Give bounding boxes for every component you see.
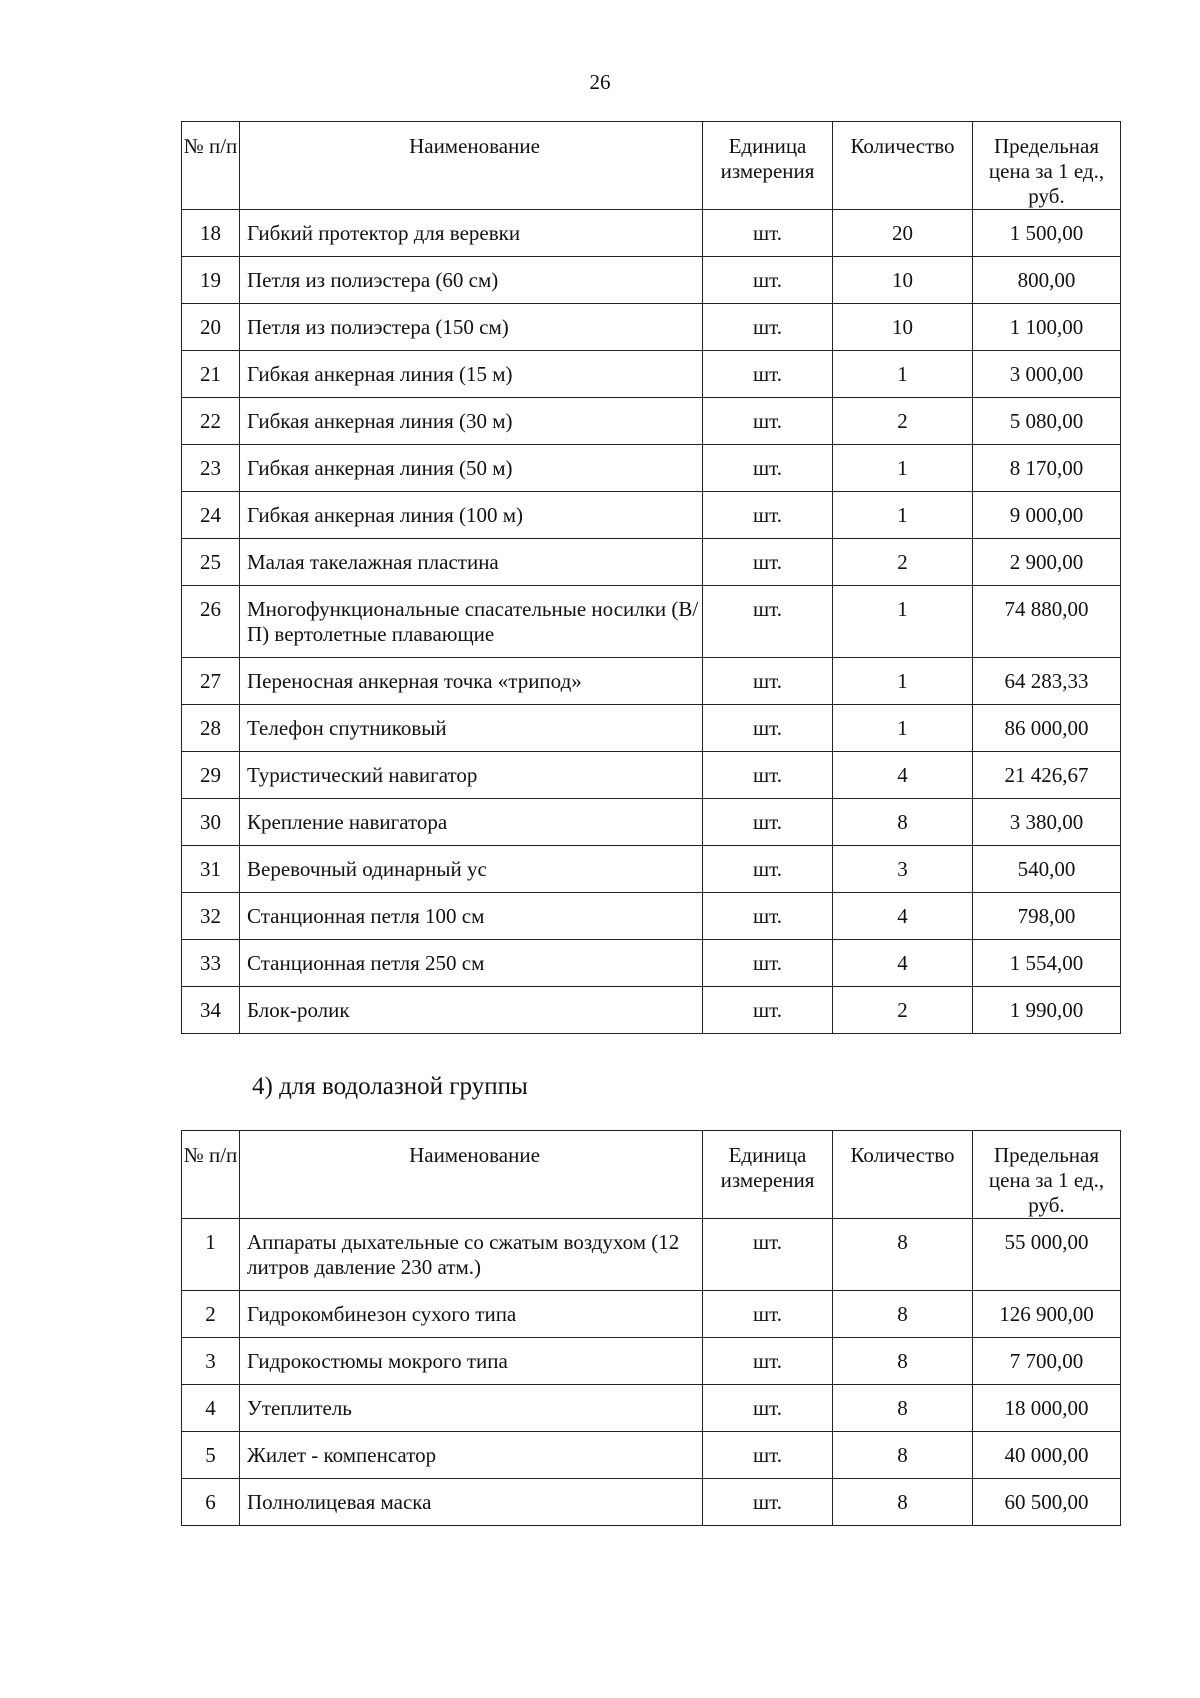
cell-price: 5 080,00 bbox=[973, 398, 1121, 445]
cell-qty: 4 bbox=[833, 752, 973, 799]
cell-num: 31 bbox=[182, 846, 240, 893]
section-heading: 4) для водолазной группы bbox=[252, 1073, 528, 1100]
cell-num: 29 bbox=[182, 752, 240, 799]
table-row bbox=[182, 940, 1121, 987]
table-row bbox=[182, 445, 1121, 492]
cell-num: 27 bbox=[182, 658, 240, 705]
cell-name: Блок-ролик bbox=[240, 987, 703, 1034]
cell-qty: 4 bbox=[833, 940, 973, 987]
header-unit: Единица измерения bbox=[703, 1131, 833, 1219]
cell-num: 26 bbox=[182, 586, 240, 658]
cell-qty: 1 bbox=[833, 492, 973, 539]
cell-num: 18 bbox=[182, 210, 240, 257]
cell-qty: 2 bbox=[833, 539, 973, 586]
cell-name: Петля из полиэстера (60 см) bbox=[240, 257, 703, 304]
table-row bbox=[182, 1479, 1121, 1526]
cell-name: Аппараты дыхательные со сжатым воздухом (12 литров давление 230 атм.) bbox=[240, 1219, 703, 1291]
cell-qty: 2 bbox=[833, 398, 973, 445]
cell-unit: шт. bbox=[703, 893, 833, 940]
cell-price: 1 100,00 bbox=[973, 304, 1121, 351]
cell-unit: шт. bbox=[703, 987, 833, 1034]
cell-price: 2 900,00 bbox=[973, 539, 1121, 586]
cell-unit: шт. bbox=[703, 940, 833, 987]
cell-qty: 8 bbox=[833, 1219, 973, 1291]
page-number: 26 bbox=[589, 70, 611, 94]
cell-num: 34 bbox=[182, 987, 240, 1034]
table-row bbox=[182, 398, 1121, 445]
cell-unit: шт. bbox=[703, 1338, 833, 1385]
table-header-row bbox=[182, 122, 1121, 210]
cell-num: 2 bbox=[182, 1291, 240, 1338]
cell-qty: 8 bbox=[833, 1432, 973, 1479]
cell-qty: 8 bbox=[833, 1479, 973, 1526]
equipment-price-table bbox=[181, 121, 1121, 1034]
cell-name: Переносная анкерная точка «трипод» bbox=[240, 658, 703, 705]
table-row bbox=[182, 1385, 1121, 1432]
table-row bbox=[182, 210, 1121, 257]
cell-num: 33 bbox=[182, 940, 240, 987]
cell-price: 3 000,00 bbox=[973, 351, 1121, 398]
header-price: Предельная цена за 1 ед., руб. bbox=[973, 122, 1121, 210]
cell-qty: 1 bbox=[833, 658, 973, 705]
table-row bbox=[182, 1432, 1121, 1479]
table-row bbox=[182, 257, 1121, 304]
cell-num: 21 bbox=[182, 351, 240, 398]
cell-price: 60 500,00 bbox=[973, 1479, 1121, 1526]
cell-num: 5 bbox=[182, 1432, 240, 1479]
cell-price: 64 283,33 bbox=[973, 658, 1121, 705]
cell-unit: шт. bbox=[703, 351, 833, 398]
table-row bbox=[182, 752, 1121, 799]
cell-num: 24 bbox=[182, 492, 240, 539]
cell-name: Малая такелажная пластина bbox=[240, 539, 703, 586]
table-row bbox=[182, 1338, 1121, 1385]
cell-price: 55 000,00 bbox=[973, 1219, 1121, 1291]
cell-name: Гибкая анкерная линия (100 м) bbox=[240, 492, 703, 539]
cell-qty: 8 bbox=[833, 1338, 973, 1385]
table-row bbox=[182, 539, 1121, 586]
cell-unit: шт. bbox=[703, 257, 833, 304]
cell-price: 540,00 bbox=[973, 846, 1121, 893]
table-row bbox=[182, 799, 1121, 846]
cell-unit: шт. bbox=[703, 304, 833, 351]
header-name: Наименование bbox=[240, 1131, 703, 1219]
table-header-row bbox=[182, 1131, 1121, 1219]
header-price: Предельная цена за 1 ед., руб. bbox=[973, 1131, 1121, 1219]
cell-qty: 20 bbox=[833, 210, 973, 257]
cell-num: 32 bbox=[182, 893, 240, 940]
table-row bbox=[182, 658, 1121, 705]
cell-num: 3 bbox=[182, 1338, 240, 1385]
cell-price: 7 700,00 bbox=[973, 1338, 1121, 1385]
table-row bbox=[182, 586, 1121, 658]
cell-name: Гибкая анкерная линия (15 м) bbox=[240, 351, 703, 398]
table-row bbox=[182, 893, 1121, 940]
cell-price: 126 900,00 bbox=[973, 1291, 1121, 1338]
header-num: № п/п bbox=[182, 1131, 240, 1219]
cell-num: 25 bbox=[182, 539, 240, 586]
cell-num: 1 bbox=[182, 1219, 240, 1291]
table-row bbox=[182, 987, 1121, 1034]
cell-price: 21 426,67 bbox=[973, 752, 1121, 799]
cell-name: Крепление навигатора bbox=[240, 799, 703, 846]
cell-unit: шт. bbox=[703, 398, 833, 445]
cell-name: Гидрокостюмы мокрого типа bbox=[240, 1338, 703, 1385]
cell-unit: шт. bbox=[703, 705, 833, 752]
cell-qty: 3 bbox=[833, 846, 973, 893]
table-row bbox=[182, 492, 1121, 539]
cell-unit: шт. bbox=[703, 1432, 833, 1479]
cell-num: 22 bbox=[182, 398, 240, 445]
table-row bbox=[182, 846, 1121, 893]
cell-qty: 1 bbox=[833, 705, 973, 752]
table-row bbox=[182, 1219, 1121, 1291]
cell-qty: 1 bbox=[833, 586, 973, 658]
diving-group-price-table bbox=[181, 1130, 1121, 1526]
cell-qty: 10 bbox=[833, 257, 973, 304]
cell-price: 40 000,00 bbox=[973, 1432, 1121, 1479]
cell-qty: 2 bbox=[833, 987, 973, 1034]
cell-unit: шт. bbox=[703, 1385, 833, 1432]
cell-qty: 4 bbox=[833, 893, 973, 940]
cell-name: Гибкая анкерная линия (50 м) bbox=[240, 445, 703, 492]
cell-name: Гидрокомбинезон сухого типа bbox=[240, 1291, 703, 1338]
cell-num: 28 bbox=[182, 705, 240, 752]
cell-price: 1 500,00 bbox=[973, 210, 1121, 257]
cell-qty: 8 bbox=[833, 799, 973, 846]
table-row bbox=[182, 1291, 1121, 1338]
cell-price: 74 880,00 bbox=[973, 586, 1121, 658]
cell-price: 798,00 bbox=[973, 893, 1121, 940]
cell-unit: шт. bbox=[703, 752, 833, 799]
cell-unit: шт. bbox=[703, 658, 833, 705]
cell-num: 30 bbox=[182, 799, 240, 846]
cell-qty: 8 bbox=[833, 1385, 973, 1432]
cell-name: Петля из полиэстера (150 см) bbox=[240, 304, 703, 351]
cell-unit: шт. bbox=[703, 846, 833, 893]
cell-qty: 10 bbox=[833, 304, 973, 351]
cell-num: 23 bbox=[182, 445, 240, 492]
cell-name: Утеплитель bbox=[240, 1385, 703, 1432]
cell-unit: шт. bbox=[703, 492, 833, 539]
table-row bbox=[182, 705, 1121, 752]
cell-num: 19 bbox=[182, 257, 240, 304]
cell-name: Туристический навигатор bbox=[240, 752, 703, 799]
cell-unit: шт. bbox=[703, 586, 833, 658]
cell-price: 3 380,00 bbox=[973, 799, 1121, 846]
cell-price: 800,00 bbox=[973, 257, 1121, 304]
cell-qty: 1 bbox=[833, 445, 973, 492]
cell-qty: 8 bbox=[833, 1291, 973, 1338]
cell-name: Телефон спутниковый bbox=[240, 705, 703, 752]
cell-num: 4 bbox=[182, 1385, 240, 1432]
cell-name: Гибкий протектор для веревки bbox=[240, 210, 703, 257]
cell-num: 20 bbox=[182, 304, 240, 351]
cell-unit: шт. bbox=[703, 539, 833, 586]
cell-name: Многофункциональные спасательные носилки (В/П) вертолетные плавающие bbox=[240, 586, 703, 658]
cell-unit: шт. bbox=[703, 210, 833, 257]
header-qty: Количество bbox=[833, 1131, 973, 1219]
cell-price: 1 990,00 bbox=[973, 987, 1121, 1034]
cell-qty: 1 bbox=[833, 351, 973, 398]
header-qty: Количество bbox=[833, 122, 973, 210]
cell-unit: шт. bbox=[703, 1219, 833, 1291]
cell-name: Жилет - компенсатор bbox=[240, 1432, 703, 1479]
cell-num: 6 bbox=[182, 1479, 240, 1526]
header-num: № п/п bbox=[182, 122, 240, 210]
table-row bbox=[182, 304, 1121, 351]
cell-price: 8 170,00 bbox=[973, 445, 1121, 492]
cell-price: 9 000,00 bbox=[973, 492, 1121, 539]
cell-price: 86 000,00 bbox=[973, 705, 1121, 752]
table-row bbox=[182, 351, 1121, 398]
cell-name: Станционная петля 250 см bbox=[240, 940, 703, 987]
cell-name: Полнолицевая маска bbox=[240, 1479, 703, 1526]
cell-unit: шт. bbox=[703, 445, 833, 492]
cell-price: 18 000,00 bbox=[973, 1385, 1121, 1432]
cell-unit: шт. bbox=[703, 1479, 833, 1526]
cell-name: Гибкая анкерная линия (30 м) bbox=[240, 398, 703, 445]
cell-price: 1 554,00 bbox=[973, 940, 1121, 987]
cell-unit: шт. bbox=[703, 1291, 833, 1338]
cell-name: Веревочный одинарный ус bbox=[240, 846, 703, 893]
cell-unit: шт. bbox=[703, 799, 833, 846]
header-unit: Единица измерения bbox=[703, 122, 833, 210]
cell-name: Станционная петля 100 см bbox=[240, 893, 703, 940]
header-name: Наименование bbox=[240, 122, 703, 210]
